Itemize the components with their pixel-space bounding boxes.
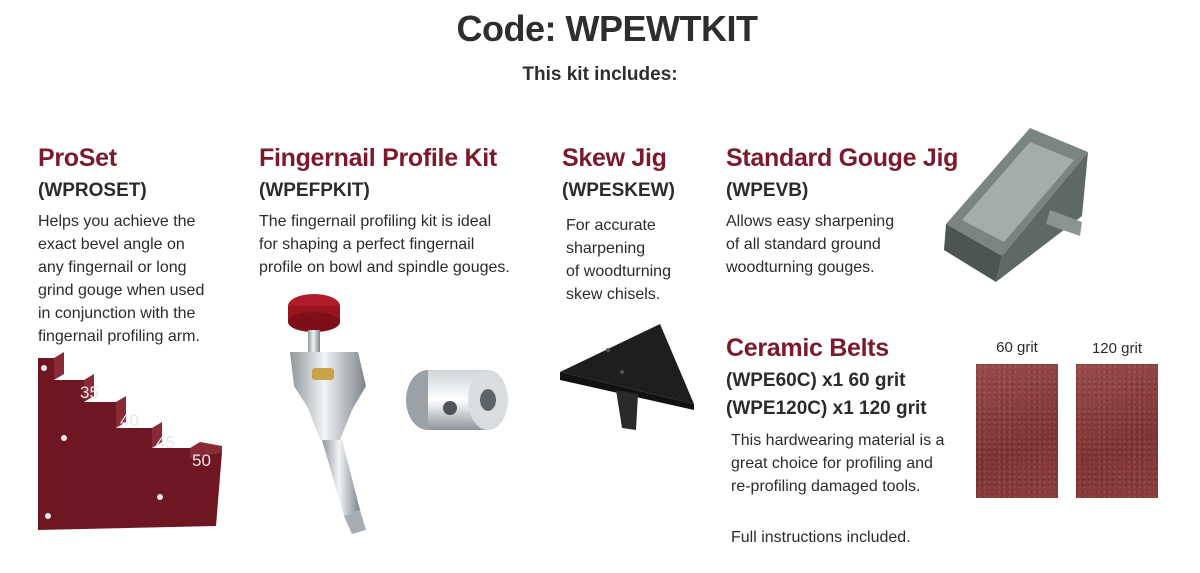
proset-description — [38, 210, 204, 348]
description-line: in conjunction with the — [38, 305, 196, 322]
ceramic-belts-heading: Ceramic Belts — [726, 334, 889, 362]
description-line: sharpening — [566, 240, 646, 257]
description-line: grind gouge when used — [38, 282, 205, 299]
description-line: skew chisels. — [566, 286, 661, 303]
belt-120-label: 120 grit — [1091, 340, 1143, 357]
proset-heading: ProSet — [38, 144, 117, 172]
instructions-note: Full instructions included. — [731, 529, 911, 546]
angle-label: 40 — [120, 411, 139, 430]
gouge-jig-heading: Standard Gouge Jig — [726, 144, 959, 172]
description-line: great choice for profiling and — [731, 455, 933, 472]
description-line: re-profiling damaged tools. — [731, 478, 921, 495]
belt-60-label: 60 grit — [996, 339, 1038, 356]
description-line: of woodturning — [566, 263, 671, 280]
gouge-jig-image — [942, 124, 1092, 284]
description-line: any fingernail or long — [38, 259, 187, 276]
belt-code-60: (WPE60C) x1 60 grit — [726, 370, 906, 391]
fingernail-kit-image — [280, 290, 520, 540]
fingernail-kit-heading: Fingernail Profile Kit — [259, 144, 497, 172]
description-line: This hardwearing material is a — [731, 432, 945, 449]
belt-code-120: (WPE120C) x1 120 grit — [726, 398, 927, 419]
proset-image — [30, 340, 230, 535]
angle-label: 45 — [156, 433, 175, 452]
description-line: fingernail profiling arm. — [38, 328, 200, 345]
skew-jig-code: (WPESKEW) — [562, 180, 675, 201]
ceramic-belts-description — [731, 429, 944, 498]
belt-60-swatch — [976, 364, 1058, 498]
gouge-jig-description — [726, 210, 894, 279]
belt-120-swatch — [1076, 364, 1158, 498]
description-line: Helps you achieve the — [38, 213, 196, 230]
skew-jig-image — [556, 320, 702, 432]
angle-label: 50 — [192, 451, 211, 470]
description-line: of all standard ground — [726, 236, 881, 253]
page-title: Code: WPEWTKIT — [456, 8, 758, 49]
fingernail-kit-code: (WPEFPKIT) — [259, 180, 370, 201]
gouge-jig-code: (WPEVB) — [726, 180, 809, 201]
page-subtitle: This kit includes: — [522, 64, 678, 85]
proset-code: (WPROSET) — [38, 180, 147, 201]
description-line: profile on bowl and spindle gouges. — [259, 259, 510, 276]
fingernail-kit-description — [259, 210, 510, 279]
description-line: exact bevel angle on — [38, 236, 185, 253]
description-line: For accurate — [566, 217, 656, 234]
description-line: for shaping a perfect fingernail — [259, 236, 475, 253]
description-line: woodturning gouges. — [726, 259, 875, 276]
skew-jig-description — [566, 214, 671, 306]
description-line: Allows easy sharpening — [726, 213, 895, 230]
description-line: The fingernail profiling kit is ideal — [259, 213, 492, 230]
skew-jig-heading: Skew Jig — [562, 144, 667, 172]
angle-label: 35 — [80, 383, 99, 402]
